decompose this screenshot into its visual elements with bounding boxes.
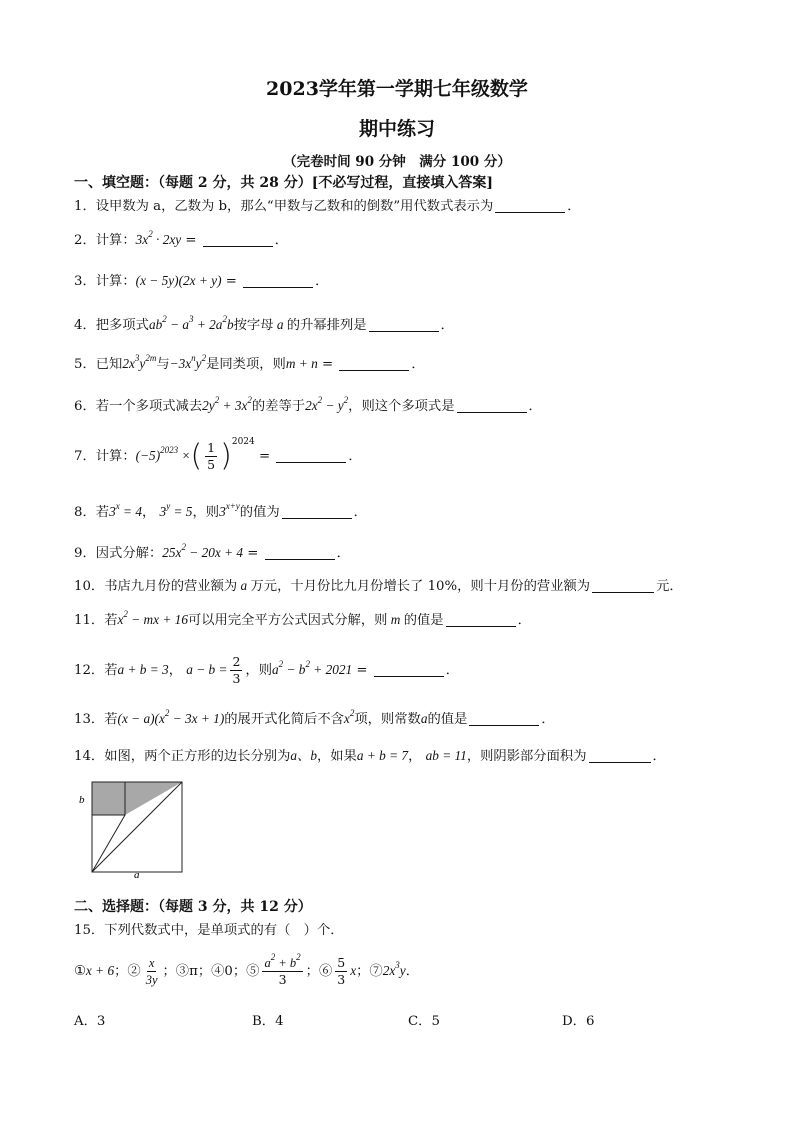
question-7: 7．计算：$(-5)^{2023}$ ×( $\frac{1}{5}$ )$^{2024}$ = ． (74, 437, 362, 474)
question-8: 8．若$3^x = 4$， $3^y = 5$，则$3^{x+y}$的值为 ． (74, 501, 367, 520)
question-5: 5．已知$2x^3y^{2m}$与$-3x^ny^2$是同类项，则m + n = ． (74, 353, 425, 372)
question-2: 2．计算：$3x^2 \cdot 2xy$ = ． (74, 229, 289, 248)
section-2-heading: 二、选择题：（每题 3 分，共 12 分） (74, 899, 312, 915)
question-4: 4．把多项式$ab^2 - a^3 + 2a^2b$按字母 a 的升幂排列是 ． (74, 314, 454, 333)
question-11: 11．若$x^2$ − mx + 16可以用完全平方公式因式分解，则 m 的值是 ． (74, 609, 531, 628)
option-a[interactable]: A．3 (74, 1014, 106, 1029)
question-1: 1．设甲数为 a，乙数为 b，那么“甲数与乙数和的倒数”用代数式表示为 ． (74, 199, 581, 214)
exam-meta: （完卷时间 90 分钟 满分 100 分） (283, 154, 511, 170)
question-10: 10．书店九月份的营业额为 a 万元，十月份比九月份增长了 10%，则十月份的营业额为 元． (74, 578, 683, 594)
option-c[interactable]: C．5 (408, 1014, 440, 1029)
question-9: 9．因式分解：$25x^2 - 20x + 4$ = ． (74, 542, 350, 561)
option-b[interactable]: B．4 (252, 1014, 284, 1029)
option-d[interactable]: D．6 (562, 1014, 595, 1029)
question-13: 13．若$(x - a)(x^2 - 3x + 1)$的展开式化简后不含$x^2$项，则常数a的值是 ． (74, 708, 555, 727)
label-b: b (79, 794, 85, 806)
label-a: a (134, 869, 140, 878)
document-title: 2023学年第一学期七年级数学 (266, 78, 528, 100)
section-1-heading: 一、填空题：（每题 2 分，共 28 分）[不必写过程，直接填入答案] (74, 175, 493, 191)
question-6: 6．若一个多项式减去$2y^2 + 3x^2$的差等于$2x^2 - y^2$，则这个多项式是 ． (74, 395, 542, 414)
question-15-items: ①x + 6；② $\frac{x}{3y}$ ；③π；④0；⑤ $\frac{a^2 + b^2}{3}$ ；⑥ $\frac{5}{3}$ x；$⑦2x^3y$． (74, 952, 419, 987)
question-3: 3．计算：(x − 5y)(2x + y) = ． (74, 273, 329, 289)
squares-figure (74, 778, 194, 882)
document-subtitle: 期中练习 (358, 118, 435, 140)
squares-diagram (74, 778, 194, 878)
question-12: 12．若a + b = 3， a − b = $\frac{2}{3}$ ，则$a^2 - b^2 + 2021$ = ． (74, 654, 460, 686)
question-15: 15．下列代数式中，是单项式的有（ ）个． (74, 923, 344, 938)
question-14: 14．如图，两个正方形的边长分别为a、b，如果a + b = 7， ab = 11，则阴影部分面积为 ． (74, 748, 666, 764)
